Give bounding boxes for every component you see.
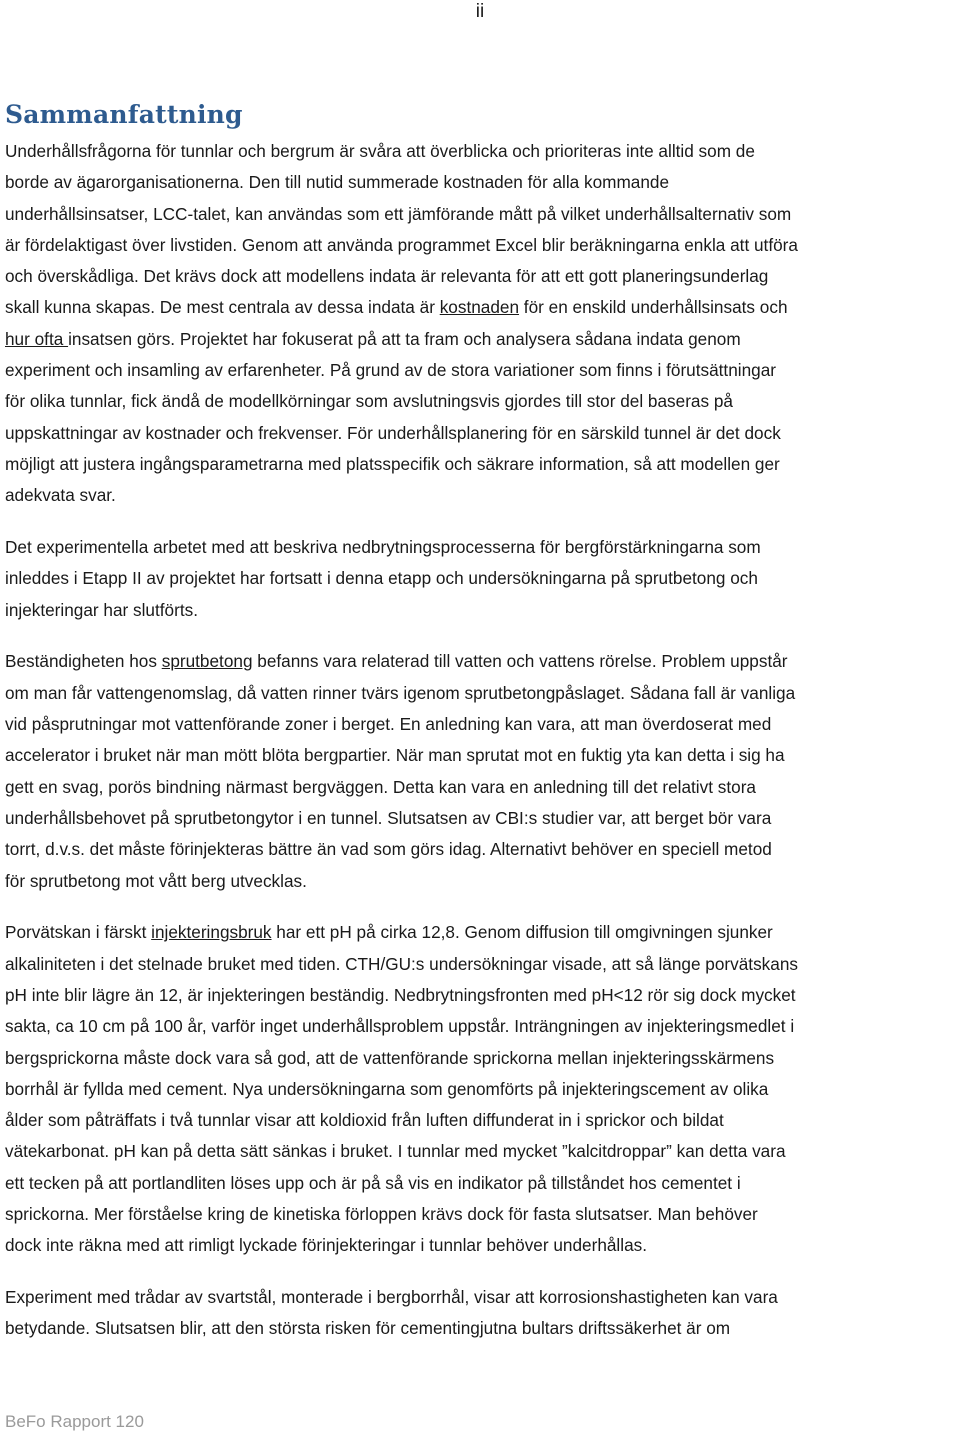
text-line <box>5 917 957 948</box>
underlined-term: sprutbetong <box>161 651 253 672</box>
text-line: vid påsprutningar mot vattenförande zoner i berget. En anledning kan vara, att man överdoserat med <box>5 714 772 735</box>
text-line: vätekarbonat. pH kan på detta sätt sänkas i bruket. I tunnlar med mycket ”kalcitdroppar” kan detta vara <box>5 1141 786 1162</box>
section-heading: Sammanfattning <box>5 100 243 129</box>
text-line: sakta, ca 10 cm på 100 år, varför inget underhållsproblem uppstår. Inträngningen av injekteringsmedlet i <box>5 1016 795 1037</box>
text-line: betydande. Slutsatsen blir, att den största risken för cementingjutna bultars driftssäkerhet är om <box>5 1318 731 1339</box>
text-run: skall kunna skapas. De mest centrala av dessa indata är <box>5 297 440 318</box>
text-line: gett en svag, porös bindning närmast bergväggen. Detta kan vara en anledning till det relativt stora <box>5 776 756 797</box>
text-line: underhållsinsatser, LCC-talet, kan användas som ett jämförande mått på vilket underhållsalternativ som <box>5 203 792 224</box>
text-line: bergsprickorna måste dock vara så god, att de vattenförande sprickorna mellan injekteringsskärmens <box>5 1047 775 1068</box>
text-run: Beständigheten hos <box>5 651 162 672</box>
text-line: ålder som påträffats i två tunnlar visar att koldioxid från luften diffunderat in i sprickor och bildat <box>5 1110 724 1131</box>
text-line: och överskådliga. Det krävs dock att modellens indata är relevanta för att ett gott planeringsunderlag <box>5 266 769 287</box>
text-line: underhållsbehovet på sprutbetongytor i en tunnel. Slutsatsen av CBI:s studier var, att berget bör vara <box>5 807 772 828</box>
text-line: torrt, d.v.s. det måste förinjekteras bättre än vad som görs idag. Alternativt behöver en speciell metod <box>5 839 772 860</box>
text-line: Experiment med trådar av svartstål, monterade i bergborrhål, visar att korrosionshastigheten kan vara <box>5 1287 778 1308</box>
text-run: insatsen görs. Projektet har fokuserat på att ta fram och analysera sådana indata genom <box>68 328 741 349</box>
text-line: möjligt att justera ingångsparametrarna med platsspecifik och säkrare information, så att modellen ger <box>5 453 780 474</box>
text-line <box>5 292 957 323</box>
text-line: Det experimentella arbetet med att beskriva nedbrytningsprocesserna för bergförstärkningarna som <box>5 537 761 558</box>
page-body <box>5 136 957 1345</box>
paragraph <box>5 532 957 626</box>
text-line: dock inte räkna med att rimligt lyckade förinjekteringar i tunnlar behöver underhållas. <box>5 1235 647 1256</box>
text-line: sprickorna. Mer förståelse kring de kinetiska förloppen krävs dock för fasta slutsatser. Man behöver <box>5 1204 758 1224</box>
text-line: ett tecken på att portlandliten löses upp och är på så vis en indikator på tillståndet hos cementet i <box>5 1172 741 1193</box>
text-line: om man får vattengenomslag, då vatten rinner tvärs igenom sprutbetongpåslaget. Sådana fall är vanliga <box>5 682 796 703</box>
text-run: befanns vara relaterad till vatten och vattens rörelse. Problem uppstår <box>252 651 788 672</box>
text-run: Porvätskan i färskt <box>5 922 152 943</box>
text-line: adekvata svar. <box>5 485 116 506</box>
paragraph <box>5 136 957 512</box>
text-line: är fördelaktigast över livstiden. Genom att använda programmet Excel blir beräkningarna enkla att utföra <box>5 234 798 255</box>
text-line: Underhållsfrågorna för tunnlar och bergrum är svåra att överblicka och prioriteras inte alltid som de <box>5 141 755 161</box>
text-line: uppskattningar av kostnader och frekvenser. För underhållsplanering för en särskild tunnel är det dock <box>5 422 781 443</box>
text-line <box>5 324 957 355</box>
text-line <box>5 646 957 677</box>
text-line: inleddes i Etapp II av projektet har fortsatt i denna etapp och undersökningarna på sprutbetong och <box>5 568 758 589</box>
page-number: ii <box>475 1 485 22</box>
text-line: borde av ägarorganisationerna. Den till nutid summerade kostnaden för alla kommande <box>5 172 670 193</box>
text-line: accelerator i bruket när man mött blöta bergpartier. När man sprutat mot en fuktig yta kan detta i sig ha <box>5 745 785 766</box>
paragraph <box>5 646 957 896</box>
text-line: för olika tunnlar, fick ändå de modellkörningar som avslutningsvis gjordes till stor del baseras på <box>5 391 733 412</box>
text-line: för sprutbetong mot vått berg utvecklas. <box>5 870 307 891</box>
text-line: pH inte blir lägre än 12, är injekteringen beständig. Nedbrytningsfronten med pH<12 rör sig dock mycket <box>5 984 796 1005</box>
text-line: injekteringar har slutförts. <box>5 599 198 620</box>
text-line: experiment och insamling av erfarenheter. På grund av de stora variationer som finns i förutsättningar <box>5 360 776 381</box>
underlined-term: kostnaden <box>439 297 520 318</box>
underlined-term: hur ofta <box>5 328 69 349</box>
paragraph <box>5 917 957 1261</box>
text-line: borrhål är fyllda med cement. Nya undersökningarna som genomförts på injekteringscement av olika <box>5 1078 769 1099</box>
text-run: för en enskild underhållsinsats och <box>519 297 788 318</box>
text-line: alkaliniteten i det stelnade bruket med tiden. CTH/GU:s undersökningar visade, att så länge porvätskans <box>5 953 798 974</box>
text-run: har ett pH på cirka 12,8. Genom diffusion till omgivningen sjunker <box>271 922 773 943</box>
underlined-term: injekteringsbruk <box>151 922 272 943</box>
page-footer: BeFo Rapport 120 <box>5 1412 144 1431</box>
paragraph <box>5 1282 957 1345</box>
